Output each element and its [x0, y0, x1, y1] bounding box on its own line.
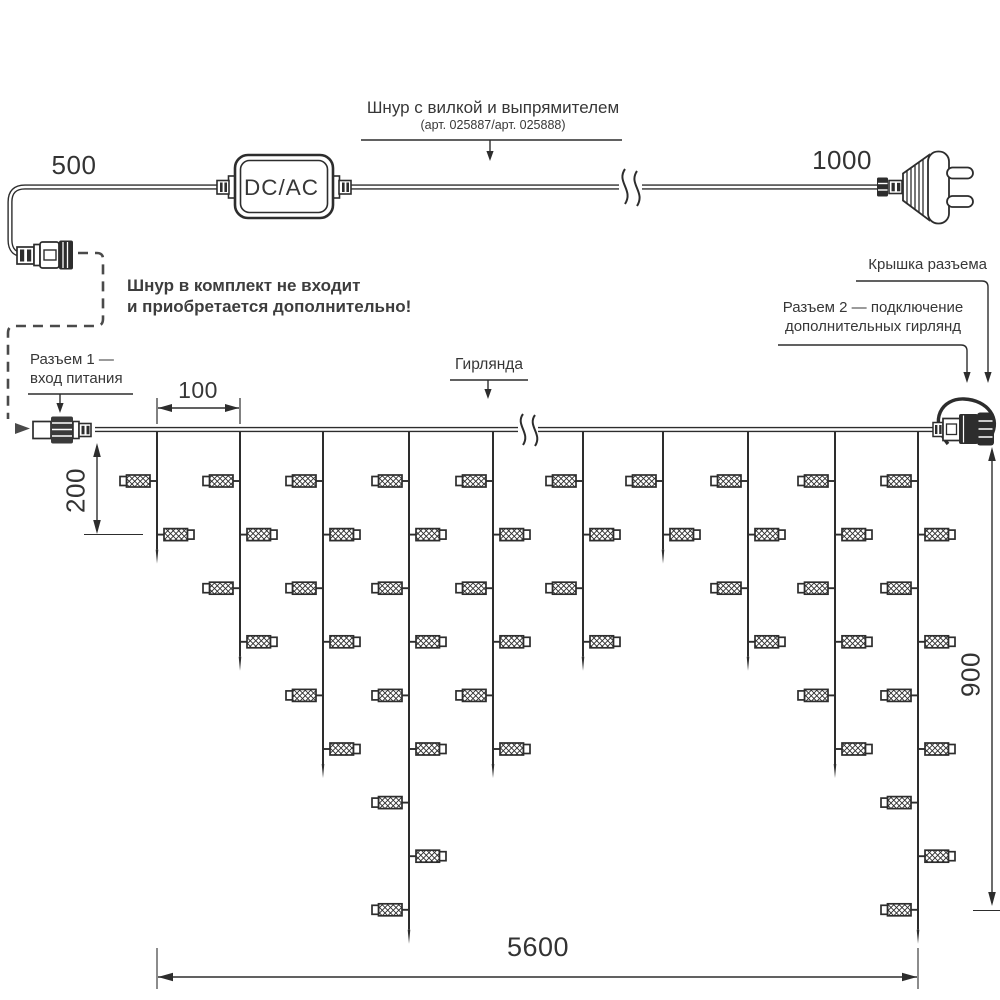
cord-label-title: Шнур с вилкой и выпрямителем — [366, 98, 620, 117]
cord-right-length: 1000 — [812, 145, 872, 175]
lamp-icon — [583, 529, 620, 541]
leader-arrowhead-icon — [56, 403, 63, 413]
connector1-leader — [28, 394, 133, 413]
lamp-icon — [409, 529, 446, 541]
lamp-icon — [663, 529, 700, 541]
plug-pin-bottom — [947, 196, 973, 207]
garland-drops — [120, 431, 955, 944]
garland-drop — [286, 431, 360, 778]
lamp-icon — [881, 582, 918, 594]
lamp-icon — [918, 636, 955, 648]
lamp-icon — [881, 475, 918, 487]
lamp-icon — [493, 743, 530, 755]
lamp-icon — [493, 529, 530, 541]
mains-plug-icon — [877, 152, 973, 224]
garland-drop — [881, 431, 955, 944]
cap-label: Крышка разъема — [868, 256, 987, 273]
lamp-icon — [240, 636, 277, 648]
connector1-label-line2: вход питания — [30, 370, 123, 387]
drop-tip-icon — [834, 764, 837, 778]
lamp-icon — [918, 529, 955, 541]
connector2-label-line2: дополнительных гирлянд — [784, 318, 962, 335]
lamp-icon — [711, 582, 748, 594]
lamp-icon — [203, 582, 240, 594]
garland-input-connector — [33, 417, 91, 444]
drop-tip-icon — [492, 764, 495, 778]
lamp-icon — [323, 529, 360, 541]
lamp-icon — [748, 529, 785, 541]
lamp-icon — [835, 743, 872, 755]
connector2-leader — [778, 345, 971, 383]
lamp-icon — [626, 475, 663, 487]
garland-drop — [626, 431, 700, 564]
lamp-icon — [372, 904, 409, 916]
drop-tip-icon — [582, 657, 585, 671]
garland-drop — [798, 431, 872, 778]
lamp-icon — [203, 475, 240, 487]
lamp-icon — [798, 582, 835, 594]
plug-pin-top — [947, 168, 973, 179]
garland-drop — [456, 431, 530, 778]
lamp-icon — [748, 636, 785, 648]
wire-break-icon — [521, 414, 538, 446]
garland-label-leader — [450, 380, 528, 399]
garland-drop — [120, 431, 194, 564]
lamp-icon — [372, 475, 409, 487]
drop-tip-icon — [408, 930, 411, 944]
drop-tip-icon — [322, 764, 325, 778]
lamp-icon — [798, 689, 835, 701]
lamp-icon — [881, 689, 918, 701]
cord-plug-connector — [17, 241, 73, 270]
cord-left-length: 500 — [51, 150, 97, 180]
lamp-icon — [456, 689, 493, 701]
lamp-icon — [546, 582, 583, 594]
dashed-optional-cord-path — [8, 253, 103, 434]
dimension-200 — [84, 443, 143, 535]
lamp-icon — [372, 689, 409, 701]
garland-output-connector — [933, 399, 994, 446]
lamp-icon — [583, 636, 620, 648]
leader-arrowhead-icon — [984, 372, 991, 383]
garland-drop — [203, 431, 277, 671]
lamp-icon — [881, 797, 918, 809]
lamp-icon — [409, 850, 446, 862]
lamp-icon — [409, 636, 446, 648]
lamp-icon — [409, 743, 446, 755]
lamp-icon — [120, 475, 157, 487]
garland-wire — [95, 414, 934, 446]
garland-drop — [546, 431, 620, 671]
lamp-icon — [881, 904, 918, 916]
lamp-icon — [493, 636, 530, 648]
lamp-icon — [918, 743, 955, 755]
garland-drop — [372, 431, 446, 944]
dcac-box-label: DC/AC — [244, 174, 320, 200]
lamp-icon — [835, 636, 872, 648]
drop-tip-icon — [239, 657, 242, 671]
lamp-icon — [798, 475, 835, 487]
lamp-icon — [918, 850, 955, 862]
garland-drop — [711, 431, 785, 671]
lamp-icon — [456, 475, 493, 487]
connector2-label-line1: Разъем 2 — подключение — [782, 299, 964, 316]
dimension-200-value: 200 — [60, 468, 91, 513]
drop-tip-icon — [662, 550, 665, 564]
lamp-icon — [240, 529, 277, 541]
lamp-icon — [286, 689, 323, 701]
lamp-icon — [835, 529, 872, 541]
lamp-icon — [546, 475, 583, 487]
lamp-icon — [286, 475, 323, 487]
cord-note-line1: Шнур в комплект не входит — [127, 276, 361, 295]
lamp-icon — [711, 475, 748, 487]
lamp-icon — [323, 636, 360, 648]
lamp-icon — [286, 582, 323, 594]
leader-arrowhead-icon — [486, 151, 493, 161]
cord-note-line2: и приобретается дополнительно! — [127, 297, 412, 316]
lamp-icon — [372, 582, 409, 594]
power-cord — [10, 169, 878, 255]
dashed-arrowhead-icon — [15, 423, 30, 434]
dimension-100-value: 100 — [178, 377, 218, 403]
lamp-icon — [323, 743, 360, 755]
leader-arrowhead-icon — [963, 372, 970, 383]
leader-arrowhead-icon — [484, 389, 491, 399]
dimension-900-value: 900 — [955, 652, 986, 697]
cord-label-subtitle: (арт. 025887/арт. 025888) — [420, 118, 566, 132]
drop-tip-icon — [156, 550, 159, 564]
connector1-label-line1: Разъем 1 — — [30, 351, 114, 368]
cord-break-icon — [622, 169, 639, 206]
dimension-5600-value: 5600 — [506, 932, 570, 962]
drop-tip-icon — [747, 657, 750, 671]
cord-label-leader — [361, 140, 622, 161]
lamp-icon — [157, 529, 194, 541]
lamp-icon — [372, 797, 409, 809]
lamp-icon — [456, 582, 493, 594]
garland-label: Гирлянда — [455, 356, 523, 373]
drop-tip-icon — [917, 930, 920, 944]
